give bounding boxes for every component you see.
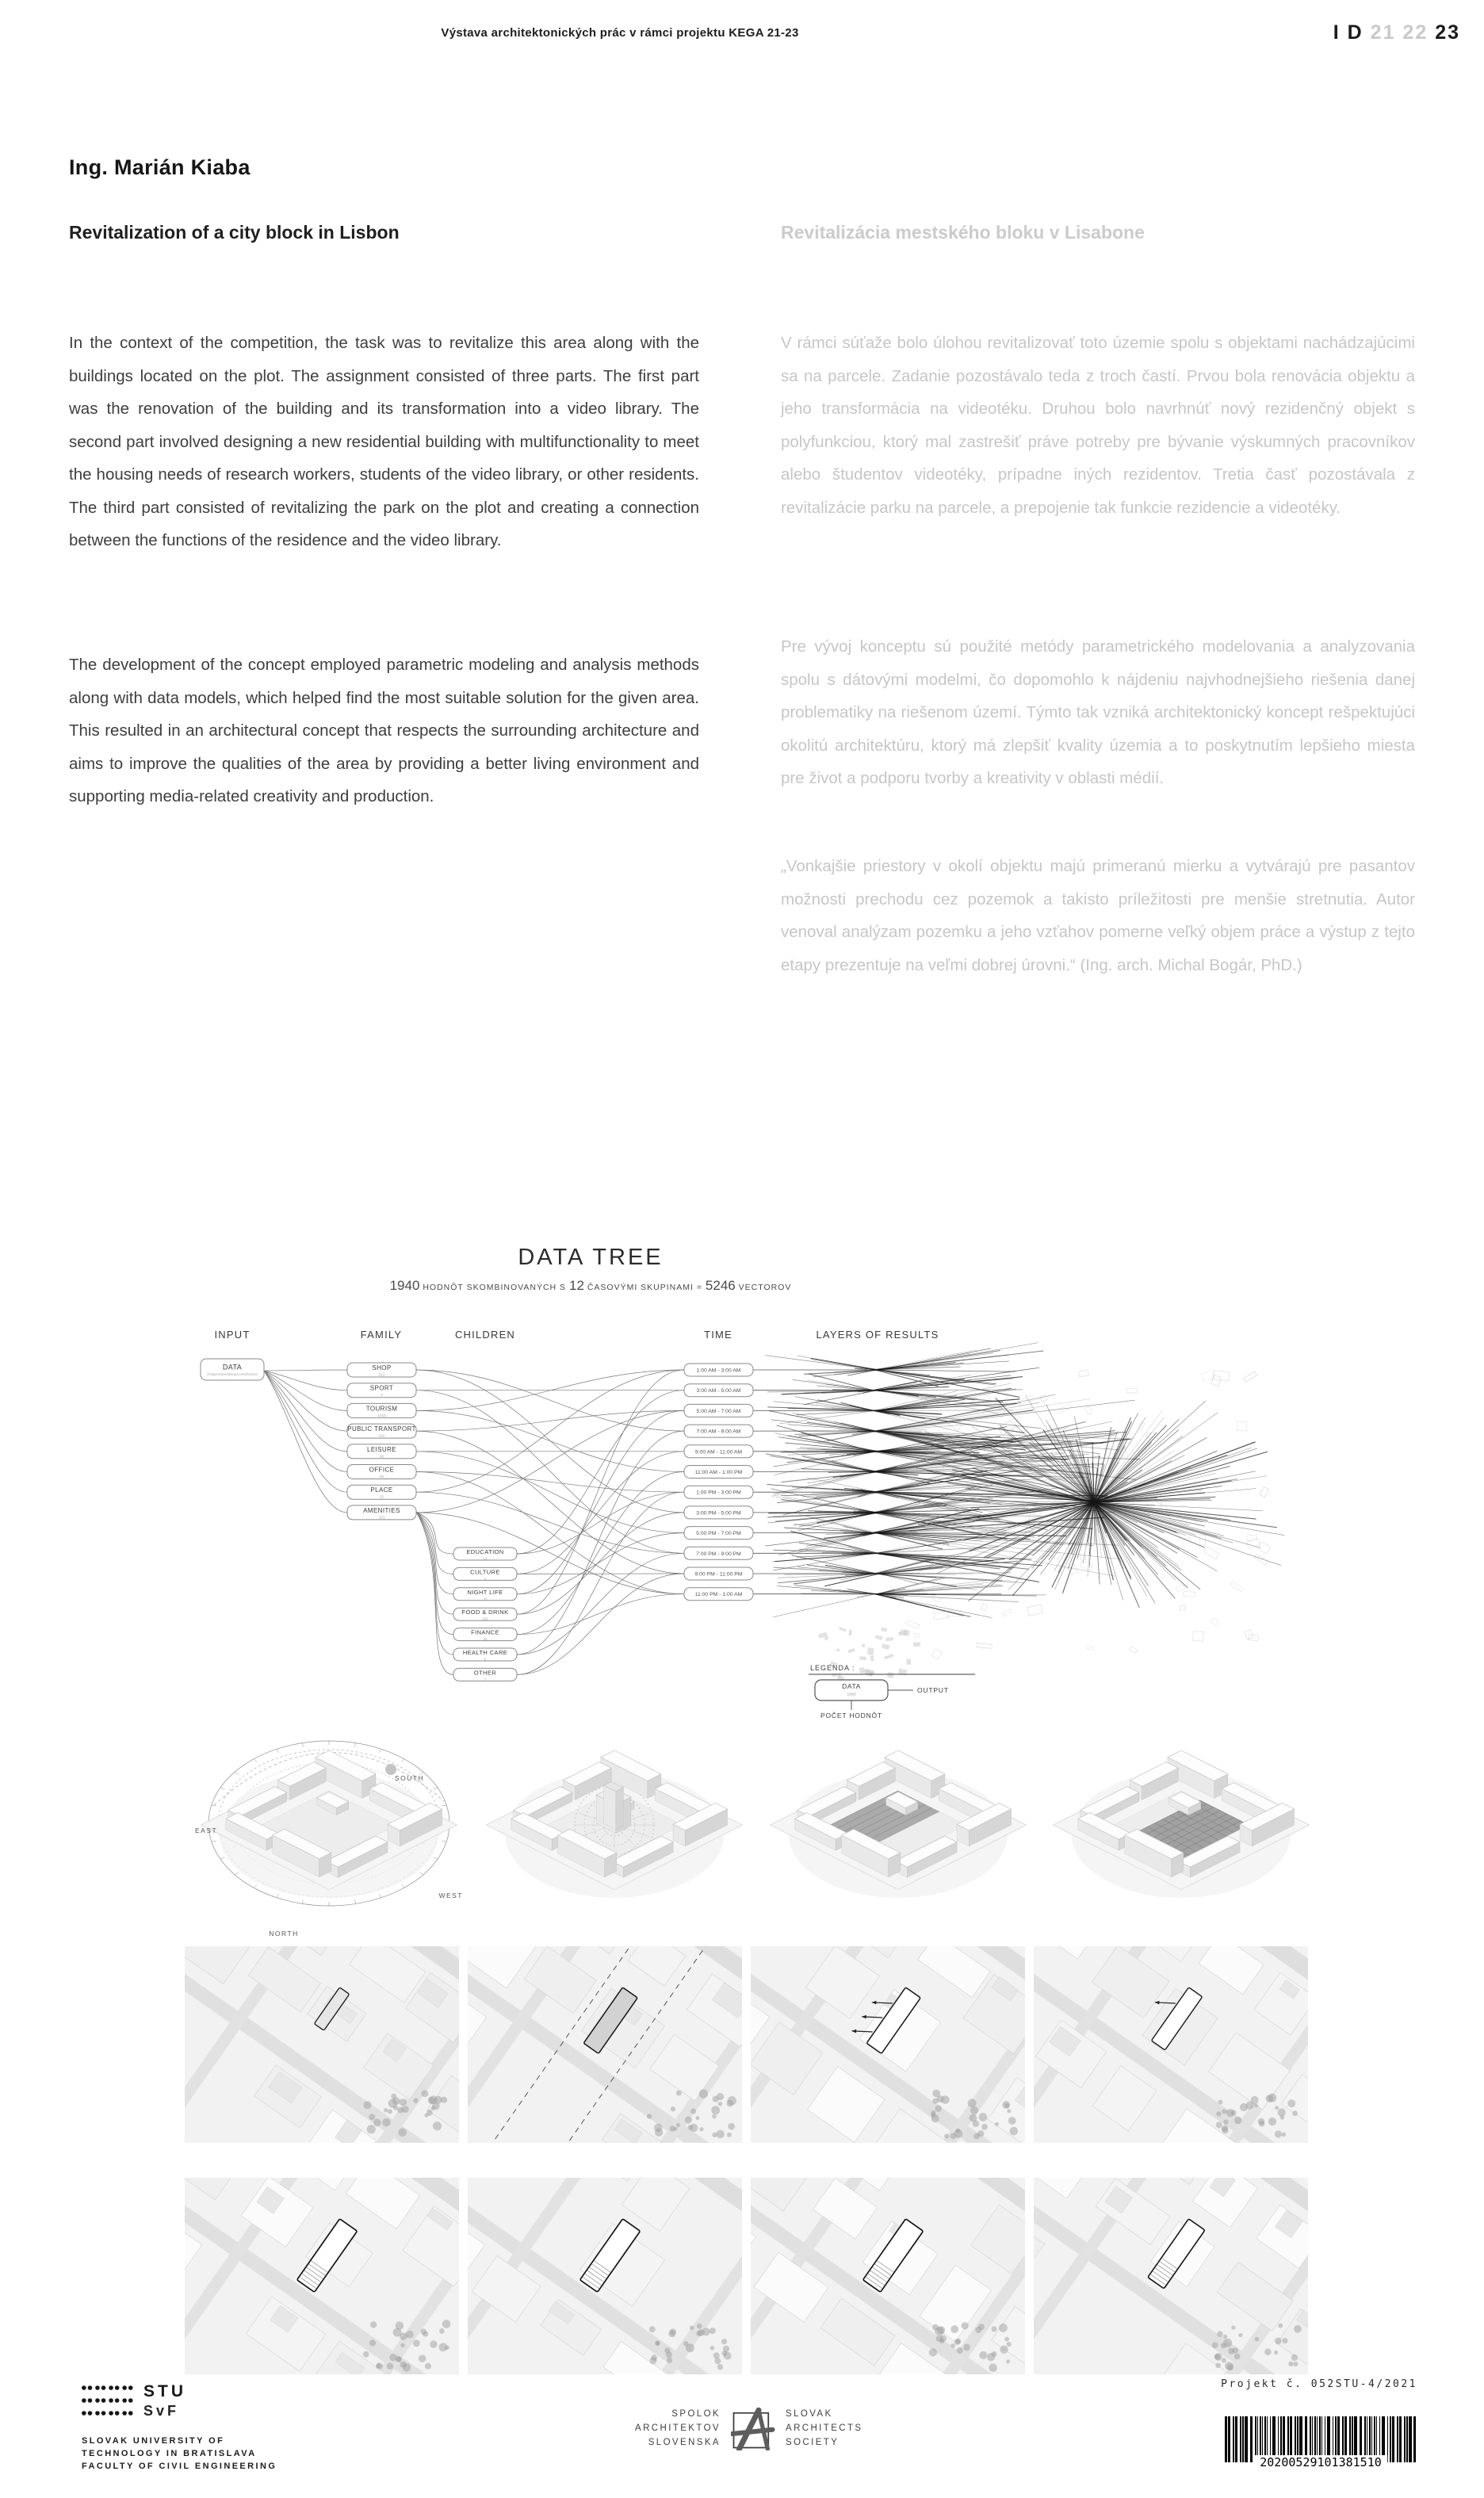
svg-text:FAMILY: FAMILY [360, 1329, 403, 1341]
render-massing-corridor [468, 1946, 742, 2143]
svg-text:DATA: DATA [222, 1363, 243, 1371]
svg-text:NIGHT LIFE: NIGHT LIFE [467, 1588, 503, 1596]
body-sk-paragraph-2: Pre vývoj konceptu sú použité metódy parametrického modelovania a analyzovania spolu s dátovými modelmi, čo dopomohlo k nájdeniu najvhodnejšieho riešenia danej problematiky na riešenom území. Týmto tak vzniká architektonický koncept rešpektujúci okolitú architektúru, ktorý má zlepšiť kvality územia a to poskytnutím lepšieho miesta pre život a podporu tvorby a kreativity v oblasti médií. [781, 637, 1415, 787]
svg-text:DATA: DATA [842, 1682, 861, 1690]
sas-sk-line-2: ARCHITEKTOV [635, 2423, 721, 2433]
svg-text:SHOP: SHOP [372, 1364, 392, 1371]
stu-faculty-sigla: SvF [143, 2403, 180, 2419]
svg-text:7:00 PM - 9:00 PM: 7:00 PM - 9:00 PM [696, 1551, 741, 1557]
subtitle-vectors-count: 5246 [705, 1278, 736, 1293]
university-line-3: FACULTY OF CIVIL ENGINEERING [82, 2462, 277, 2471]
render-volume-1 [185, 2178, 459, 2374]
svg-text:182: 182 [378, 1434, 385, 1439]
svg-text:5:00 PM - 7:00 PM: 5:00 PM - 7:00 PM [696, 1531, 741, 1537]
exhibition-title: Výstava architektonických prác v rámci projektu KEGA 21-23 [441, 26, 799, 40]
svg-text:3: 3 [381, 1394, 383, 1398]
render-image [468, 2178, 742, 2374]
edition-id-prefix: I D [1333, 21, 1364, 44]
render-image [185, 2178, 459, 2374]
svg-text:HEALTH CARE: HEALTH CARE [462, 1649, 508, 1656]
sunpath-diagram [190, 1714, 468, 1940]
svg-text:EDUCATION: EDUCATION [466, 1548, 504, 1555]
sas-en-line-2: ARCHITECTS [786, 2423, 863, 2433]
svg-text:©OpenStreetMapContributors: ©OpenStreetMapContributors [207, 1373, 258, 1377]
render-massing-final [1034, 1946, 1308, 2143]
svg-text:312: 312 [378, 1373, 385, 1378]
axon-panel-courtyard-a [759, 1714, 1037, 1940]
svg-text:33: 33 [483, 1637, 488, 1642]
render-volume-2 [468, 2178, 742, 2374]
render-image [185, 1946, 459, 2143]
svg-text:1:00 PM - 3:00 PM: 1:00 PM - 3:00 PM [696, 1490, 741, 1496]
author-name: Ing. Marián Kiaba [69, 155, 251, 179]
svg-text:LEGENDA :: LEGENDA : [810, 1664, 855, 1672]
stu-dots-logo-icon [82, 2384, 137, 2420]
axon-panel-sunpath [190, 1714, 468, 1940]
project-title-sk: Revitalizácia mestského bloku v Lisabone [781, 222, 1145, 243]
subtitle-values-count: 1940 [389, 1278, 420, 1293]
subtitle-text-1: HODNÔT SKOMBINOVANÝCH S [423, 1283, 567, 1292]
svg-text:9:00 AM - 11:00 AM: 9:00 AM - 11:00 AM [694, 1449, 743, 1456]
svg-text:TIME: TIME [704, 1329, 732, 1341]
body-en-paragraph-2: The development of the concept employed parametric modeling and analysis methods along with data models, which helped find the most suitable solution for the given area. This resulted in an architectural concept that respects the surrounding architecture and aims to improve the qualities of the area by providing a better living environment and supporting media-related creativity and production. [69, 656, 699, 805]
svg-text:NORTH: NORTH [269, 1930, 299, 1938]
svg-text:7: 7 [484, 1677, 487, 1681]
svg-text:9:00 PM - 11:00 PM: 9:00 PM - 11:00 PM [694, 1571, 743, 1578]
svg-text:PLACE: PLACE [370, 1486, 393, 1494]
render-volume-3 [751, 2178, 1025, 2374]
subtitle-text-3: VECTOROV [738, 1283, 792, 1292]
body-sk-quote: „Vonkajšie priestory v okolí objektu majú primeranú mierku a vytvárajú pre pasantov možnosti prechodu cez pozemok a takisto príležitosti pre menšie stretnutia. Autor venoval analýzam pozemku a jeho vzťahov pomerne veľký objem práce a výstup z tejto etapy prezentuje na veľmi dobrej úrovni.“ (Ing. arch. Michal Bogár, PhD.) [781, 857, 1415, 974]
subtitle-equals: = [696, 1283, 702, 1292]
project-title-en: Revitalization of a city block in Lisbon [69, 222, 400, 243]
sas-logo-block [610, 2406, 896, 2450]
svg-text:WEST: WEST [438, 1892, 463, 1899]
sas-name-en [786, 2407, 896, 2450]
svg-text:LAYERS OF RESULTS: LAYERS OF RESULTS [816, 1329, 939, 1341]
svg-text:1015: 1015 [377, 1413, 386, 1418]
edition-id-past-years: 21 22 [1370, 21, 1429, 44]
svg-text:PUBLIC TRANSPORT: PUBLIC TRANSPORT [347, 1425, 416, 1433]
svg-text:55: 55 [379, 1475, 384, 1479]
svg-text:TOURISM: TOURISM [365, 1405, 398, 1413]
svg-text:191: 191 [482, 1616, 488, 1621]
svg-text:4: 4 [484, 1576, 487, 1581]
svg-text:75: 75 [483, 1597, 488, 1601]
svg-text:OUTPUT: OUTPUT [917, 1686, 949, 1694]
render-massing-arrows [751, 1946, 1025, 2143]
svg-text:CHILDREN: CHILDREN [454, 1329, 516, 1341]
body-en-paragraph-1: In the context of the competition, the task was to revitalize this area along with the buildings located on the plot. The assignment consisted of three parts. The first part was the renovation of the building and its transformation into a video library. The second part involved designing a new residential building with multifunctionality to meet the housing needs of research workers, students of the video library, or other residents. The third part consisted of revitalizing the park on the plot and creating a connection between the functions of the residence and the video library. [69, 334, 699, 549]
block-model-radiation [476, 1714, 753, 1940]
svg-text:SPORT: SPORT [369, 1384, 394, 1392]
university-line-1: SLOVAK UNIVERSITY OF [82, 2436, 225, 2446]
sas-sk-line-1: SPOLOK [671, 2409, 721, 2419]
render-image [751, 1946, 1025, 2143]
svg-text:CULTURE: CULTURE [470, 1568, 500, 1576]
svg-text:11:00 AM - 1:00 PM: 11:00 AM - 1:00 PM [694, 1470, 743, 1475]
render-image [1034, 1946, 1308, 2143]
stu-sigla: STU [143, 2382, 186, 2400]
svg-text:INPUT: INPUT [214, 1329, 251, 1341]
data-tree-subtitle [182, 1278, 999, 1294]
block-model-courtyard-b [1042, 1714, 1320, 1940]
svg-text:32: 32 [379, 1495, 384, 1500]
svg-text:AMENITIES: AMENITIES [363, 1506, 400, 1514]
svg-text:FINANCE: FINANCE [471, 1628, 499, 1636]
block-model-courtyard-a [759, 1714, 1037, 1940]
render-image [468, 1946, 742, 2143]
stu-logo-block [82, 2382, 351, 2485]
svg-text:1:00 AM - 3:00 AM: 1:00 AM - 3:00 AM [696, 1368, 741, 1374]
svg-text:LEISURE: LEISURE [366, 1445, 397, 1453]
sas-en-line-1: SLOVAK [786, 2409, 833, 2419]
svg-text:11:00 PM - 1:00 AM: 11:00 PM - 1:00 AM [694, 1592, 743, 1598]
svg-text:SOUTH: SOUTH [395, 1774, 425, 1782]
svg-text:5:00 AM - 7:00 AM: 5:00 AM - 7:00 AM [696, 1408, 741, 1414]
svg-text:7:00 AM - 9:00 AM: 7:00 AM - 9:00 AM [696, 1429, 741, 1435]
project-number: Projekt č. 052STU-4/2021 [1221, 2378, 1417, 2390]
svg-text:6: 6 [484, 1657, 487, 1662]
svg-text:323: 323 [378, 1516, 385, 1521]
sas-a-logo-icon [731, 2406, 775, 2450]
svg-text:3:00 PM - 5:00 PM: 3:00 PM - 5:00 PM [696, 1510, 741, 1517]
svg-text:EAST: EAST [195, 1827, 218, 1834]
sas-en-line-3: SOCIETY [786, 2438, 840, 2447]
render-volume-4 [1034, 2178, 1308, 2374]
render-image [751, 2178, 1025, 2374]
sas-name-sk [610, 2407, 721, 2450]
axon-panel-courtyard-b [1042, 1714, 1320, 1940]
svg-text:3:00 AM - 5:00 AM: 3:00 AM - 5:00 AM [696, 1388, 741, 1394]
svg-text:OTHER: OTHER [473, 1669, 497, 1677]
sas-sk-line-3: SLOVENSKA [648, 2438, 721, 2447]
svg-text:40: 40 [379, 1455, 384, 1459]
data-tree-svg [182, 1308, 1332, 1720]
svg-text:FOOD & DRINK: FOOD & DRINK [461, 1609, 509, 1616]
subtitle-groups-count: 12 [568, 1278, 584, 1293]
edition-id [1333, 21, 1460, 44]
body-sk-paragraph-1: V rámci súťaže bolo úlohou revitalizovať toto územie spolu s objektami nachádzajúcimi sa na parcele. Zadanie pozostávalo teda z troch častí. Prvou bola renovácia objektu a jeho transformácia na videotéku. Druhou bolo navrhnúť nový rezidenčný objekt s polyfunkciou, ktorý mal zastrešiť práve potreby pre bývanie výskumných pracovníkov alebo študentov videotéky, prípadne iných rezidentov. Tretia časť pozostávala z revitalizácie parku na parcele, a prepojenie tak funkcie rezidencie a videotéky. [781, 334, 1415, 517]
svg-text:13: 13 [483, 1556, 488, 1561]
svg-text:1940: 1940 [847, 1693, 856, 1697]
render-image [1034, 2178, 1308, 2374]
render-site-outline [185, 1946, 459, 2143]
edition-id-current-year: 23 [1435, 21, 1460, 44]
subtitle-text-2: ČASOVÝMI SKUPINAMI [587, 1283, 694, 1292]
university-line-2: TECHNOLOGY IN BRATISLAVA [82, 2449, 257, 2458]
barcode-number: 20200529101381510 [1254, 2455, 1387, 2469]
barcode [1225, 2416, 1417, 2469]
svg-text:OFFICE: OFFICE [369, 1466, 395, 1474]
data-tree-title: DATA TREE [518, 1245, 664, 1270]
axon-panel-radiation [476, 1714, 753, 1940]
svg-text:POČET HODNÔT: POČET HODNÔT [820, 1712, 882, 1720]
